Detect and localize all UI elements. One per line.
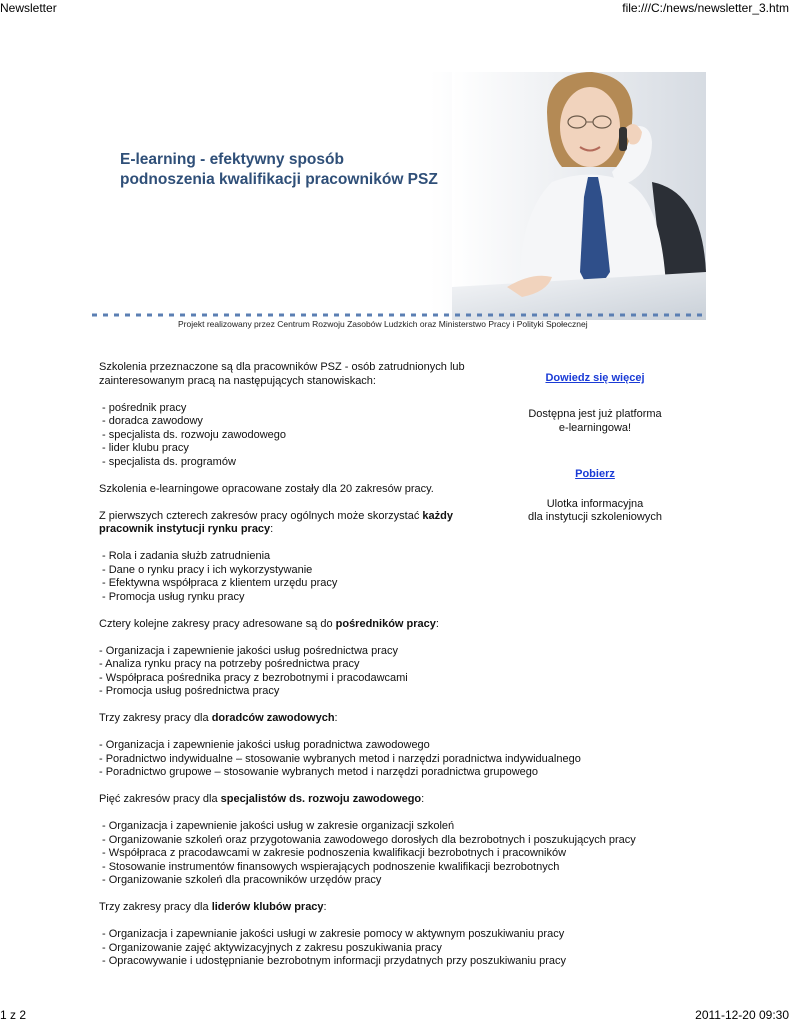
list-item: - Rola i zadania służb zatrudnienia	[102, 550, 271, 562]
list-item: - Poradnictwo indywidualne – stosowanie wybranych metod i narzędzi poradnictwa indywidualnego	[99, 752, 581, 765]
liderzy-intro-text: Trzy zakresy pracy dla	[99, 901, 212, 913]
list-item: - Poradnictwo grupowe – stosowanie wybranych metod i narzędzi poradnictwa grupowego	[99, 766, 539, 778]
list-item: - Organizacja i zapewnienie jakości usług w zakresie organizacji szkoleń	[102, 820, 455, 832]
download-link[interactable]: Pobierz	[575, 467, 615, 480]
list-item: - doradca zawodowy	[102, 415, 203, 427]
intro-line-2: zainteresowanym pracą na następujących stanowiskach:	[99, 374, 376, 387]
specjalisci-list	[99, 820, 662, 888]
colon: :	[270, 523, 274, 535]
doradcy-intro-text: Trzy zakresy pracy dla	[99, 712, 212, 724]
posrednicy-list	[99, 645, 529, 699]
positions-list	[99, 402, 529, 470]
woman-on-phone-photo	[452, 72, 706, 320]
list-item: - Dane o rynku pracy i ich wykorzystywanie	[102, 563, 313, 576]
list-item: - Promocja usług rynku pracy	[102, 590, 245, 603]
posrednicy-intro-text: Cztery kolejne zakresy pracy adresowane są do	[99, 617, 336, 630]
specjalisci-intro-text: Pięć zakresów pracy dla	[99, 793, 221, 805]
list-item: - Efektywna współpraca z klientem urzędu pracy	[102, 577, 338, 589]
intro-line-1: Szkolenia przeznaczone są dla pracowników PSZ - osób zatrudnionych lub	[99, 361, 465, 373]
general-intro-bold-2: pracownik instytucji rynku pracy	[99, 523, 271, 535]
list-item: - Stosowanie instrumentów finansowych wspierających podnoszenie kwalifikacji bezrobotnych	[102, 860, 560, 873]
colon: :	[435, 617, 439, 630]
scope-count-text: Szkolenia e-learningowe opracowane zostały dla 20 zakresów pracy.	[99, 482, 434, 495]
list-item: - Analiza rynku pracy na potrzeby pośrednictwa pracy	[99, 658, 360, 670]
specjalisci-intro-bold: specjalistów ds. rozwoju zawodowego	[220, 793, 422, 805]
leaflet-text-line-2: dla instytucji szkoleniowych	[528, 511, 662, 523]
newsletter-banner	[92, 72, 706, 320]
list-item: - Współpraca z pracodawcami w zakresie podnoszenia kwalifikacji bezrobotnych i pracowników	[102, 847, 567, 859]
liderzy-list	[99, 928, 622, 969]
list-item: - Organizacja i zapewnienie jakości usług poradnictwa zawodowego	[99, 739, 430, 751]
colon: :	[334, 712, 338, 724]
list-item: - Opracowywanie i udostępnianie bezrobotnym informacji przydatnych przy poszukiwaniu pracy	[102, 955, 567, 967]
banner-title	[120, 150, 438, 190]
print-header-title: Newsletter	[0, 1, 57, 15]
learn-more-link[interactable]: Dowiedz się więcej	[545, 372, 645, 384]
colon: :	[323, 901, 327, 913]
doradcy-intro-bold: doradców zawodowych	[211, 712, 335, 724]
print-footer-timestamp: 2011-12-20 09:30	[695, 1008, 789, 1022]
list-item: - Współpraca pośrednika pracy z bezrobotnymi i pracodawcami	[99, 671, 408, 684]
banner-title-line-1: E-learning - efektywny sposób	[120, 151, 344, 168]
general-list	[99, 550, 529, 604]
list-item: - pośrednik pracy	[102, 401, 187, 414]
doradcy-list	[99, 739, 619, 780]
list-item: - specjalista ds. rozwoju zawodowego	[102, 428, 287, 441]
list-item: - Organizowanie szkoleń dla pracowników urzędów pracy	[102, 874, 382, 886]
general-intro-text: Z pierwszych czterech zakresów pracy ogólnych może skorzystać	[99, 509, 423, 522]
sidebar	[520, 372, 670, 525]
list-item: - Promocja usług pośrednictwa pracy	[99, 685, 280, 697]
list-item: - Organizowanie szkoleń oraz przygotowania zawodowego dorosłych dla bezrobotnych i poszukujących pracy	[102, 833, 636, 846]
platform-text-line-2: e-learningowa!	[558, 421, 632, 434]
print-header-url: file:///C:/news/newsletter_3.htm	[622, 1, 789, 15]
list-item: - Organizacja i zapewnianie jakości usługi w zakresie pomocy w aktywnym poszukiwaniu pracy	[102, 928, 565, 940]
print-footer-page: 1 z 2	[0, 1008, 27, 1022]
colon: :	[421, 793, 425, 805]
doradcy-intro	[99, 712, 529, 726]
leaflet-text-line-1: Ulotka informacyjna	[546, 497, 644, 510]
list-item: - Organizacja i zapewnienie jakości usług pośrednictwa pracy	[99, 644, 398, 657]
posrednicy-intro	[99, 618, 529, 632]
list-item: - specjalista ds. programów	[102, 455, 236, 468]
project-credit: Projekt realizowany przez Centrum Rozwoju Zasobów Ludzkich oraz Ministerstwo Pracy i Polityki Społecznej	[178, 319, 588, 329]
specjalisci-intro	[99, 793, 529, 807]
banner-title-line-2: podnoszenia kwalifikacji pracowników PSZ	[120, 171, 438, 188]
liderzy-intro	[99, 901, 529, 915]
liderzy-intro-bold: liderów klubów pracy	[211, 901, 324, 913]
posrednicy-intro-bold: pośredników pracy	[335, 617, 436, 630]
platform-text-line-1: Dostępna jest już platforma	[528, 408, 662, 420]
list-item: - Organizowanie zajęć aktywizacyjnych z zakresu poszukiwania pracy	[102, 941, 442, 954]
list-item: - lider klubu pracy	[102, 442, 189, 454]
general-intro-bold-1: każdy	[422, 509, 453, 522]
general-intro	[99, 510, 529, 537]
